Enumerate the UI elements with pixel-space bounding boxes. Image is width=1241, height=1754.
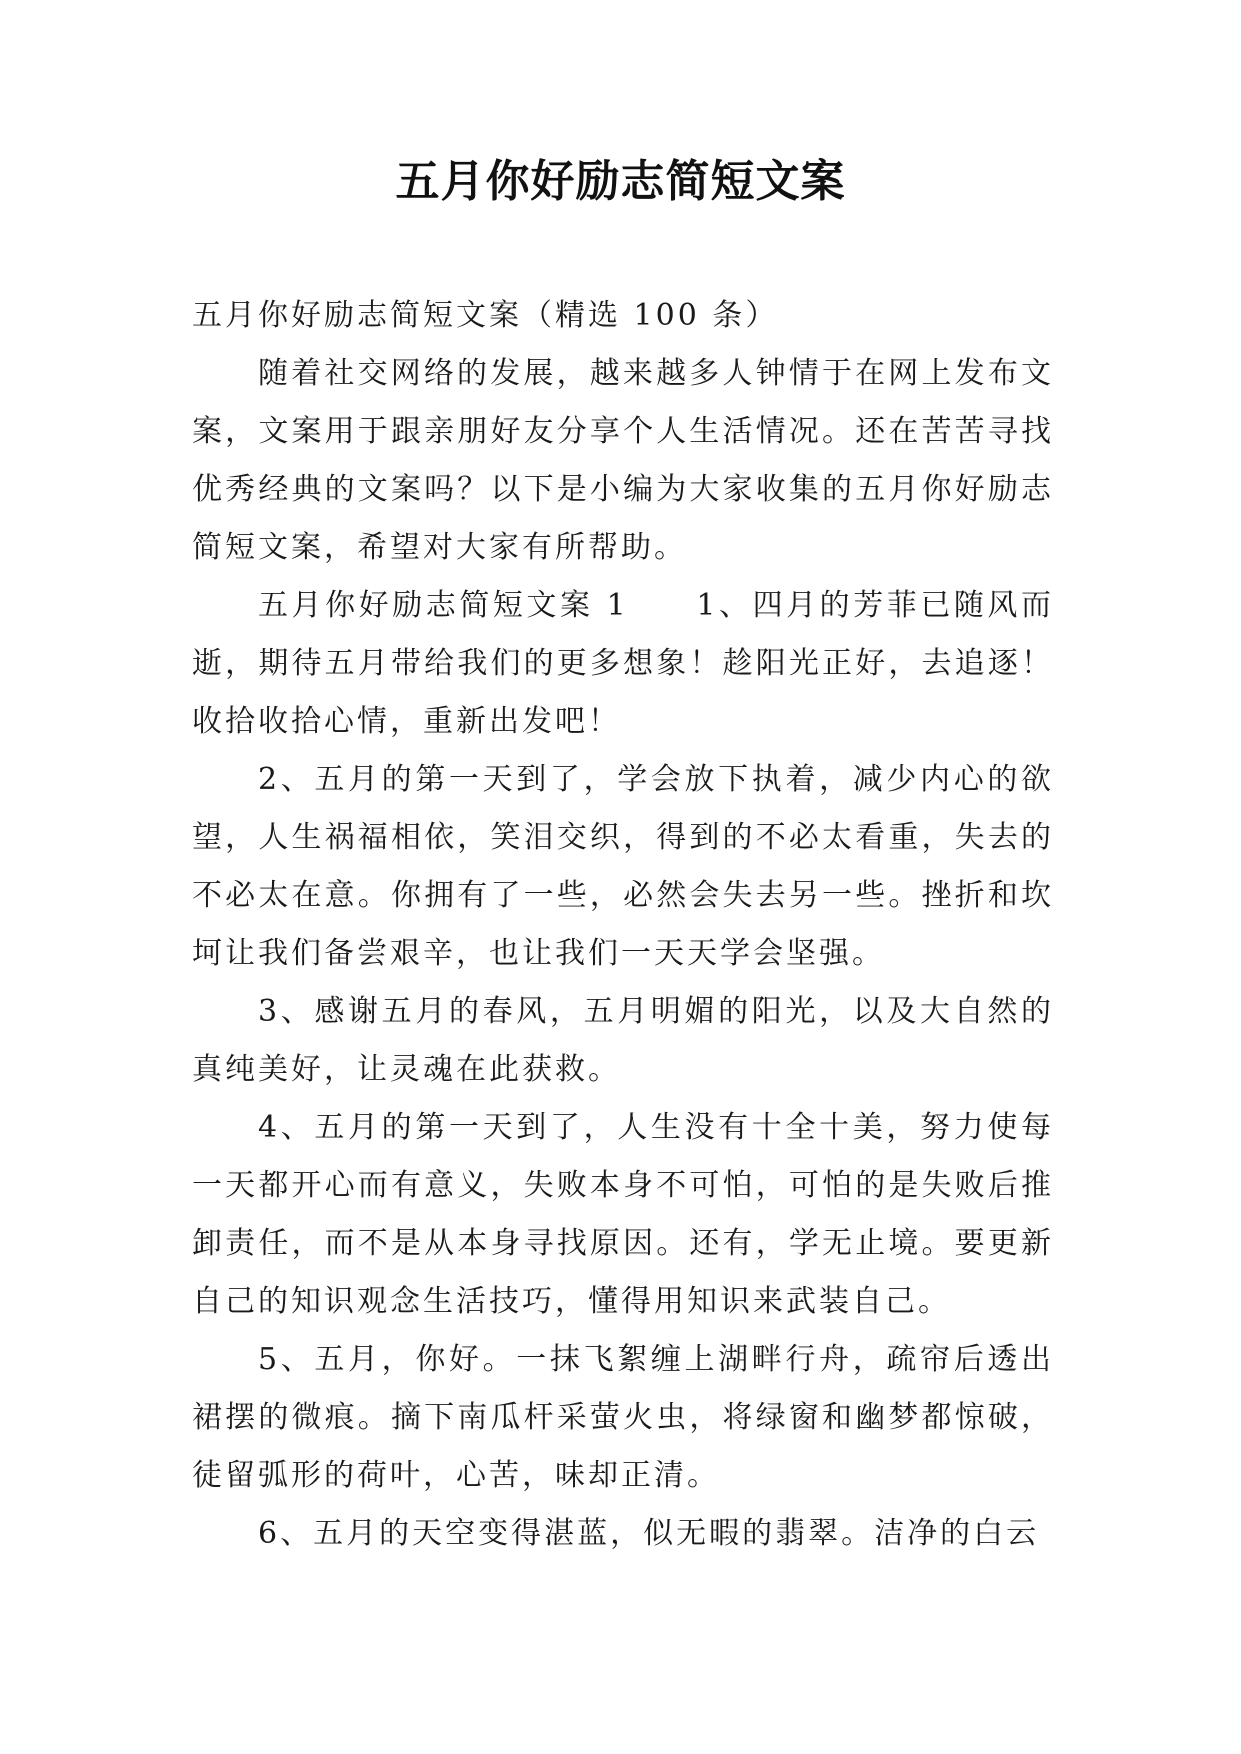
body-paragraph: 6、五月的天空变得湛蓝，似无暇的翡翠。洁净的白云	[258, 1516, 1040, 1551]
document-subtitle: 五月你好励志简短文案（精选 100 条）	[192, 298, 779, 333]
body-paragraph: 五月你好励志简短文案 1 1、四月的芳菲已随风而逝，期待五月带给我们的更多想象！趁阳光正好，去追逐！收拾收拾心情，重新出发吧！	[192, 588, 1054, 739]
body-paragraph: 2、五月的第一天到了，学会放下执着，减少内心的欲望，人生祸福相依，笑泪交织，得到的不必太看重，失去的不必太在意。你拥有了一些，必然会失去另一些。挫折和坎坷让我们备尝艰辛，也让我们一天天学会坚强。	[192, 762, 1054, 971]
body-paragraph: 3、感谢五月的春风，五月明媚的阳光，以及大自然的真纯美好，让灵魂在此获救。	[192, 994, 1054, 1087]
intro-paragraph: 随着社交网络的发展，越来越多人钟情于在网上发布文案，文案用于跟亲朋好友分享个人生活情况。还在苦苦寻找优秀经典的文案吗？以下是小编为大家收集的五月你好励志简短文案，希望对大家有所帮助。	[192, 356, 1054, 565]
body-paragraph: 4、五月的第一天到了，人生没有十全十美，努力使每一天都开心而有意义，失败本身不可怕，可怕的是失败后推卸责任，而不是从本身寻找原因。还有，学无止境。要更新自己的知识观念生活技巧，懂得用知识来武装自己。	[192, 1110, 1054, 1319]
document-body	[192, 287, 1054, 1563]
body-paragraph: 5、五月，你好。一抹飞絮缠上湖畔行舟，疏帘后透出裙摆的微痕。摘下南瓜杆采萤火虫，将绿窗和幽梦都惊破，徒留弧形的荷叶，心苦，味却正清。	[192, 1342, 1054, 1493]
document-title: 五月你好励志简短文案	[395, 156, 846, 207]
